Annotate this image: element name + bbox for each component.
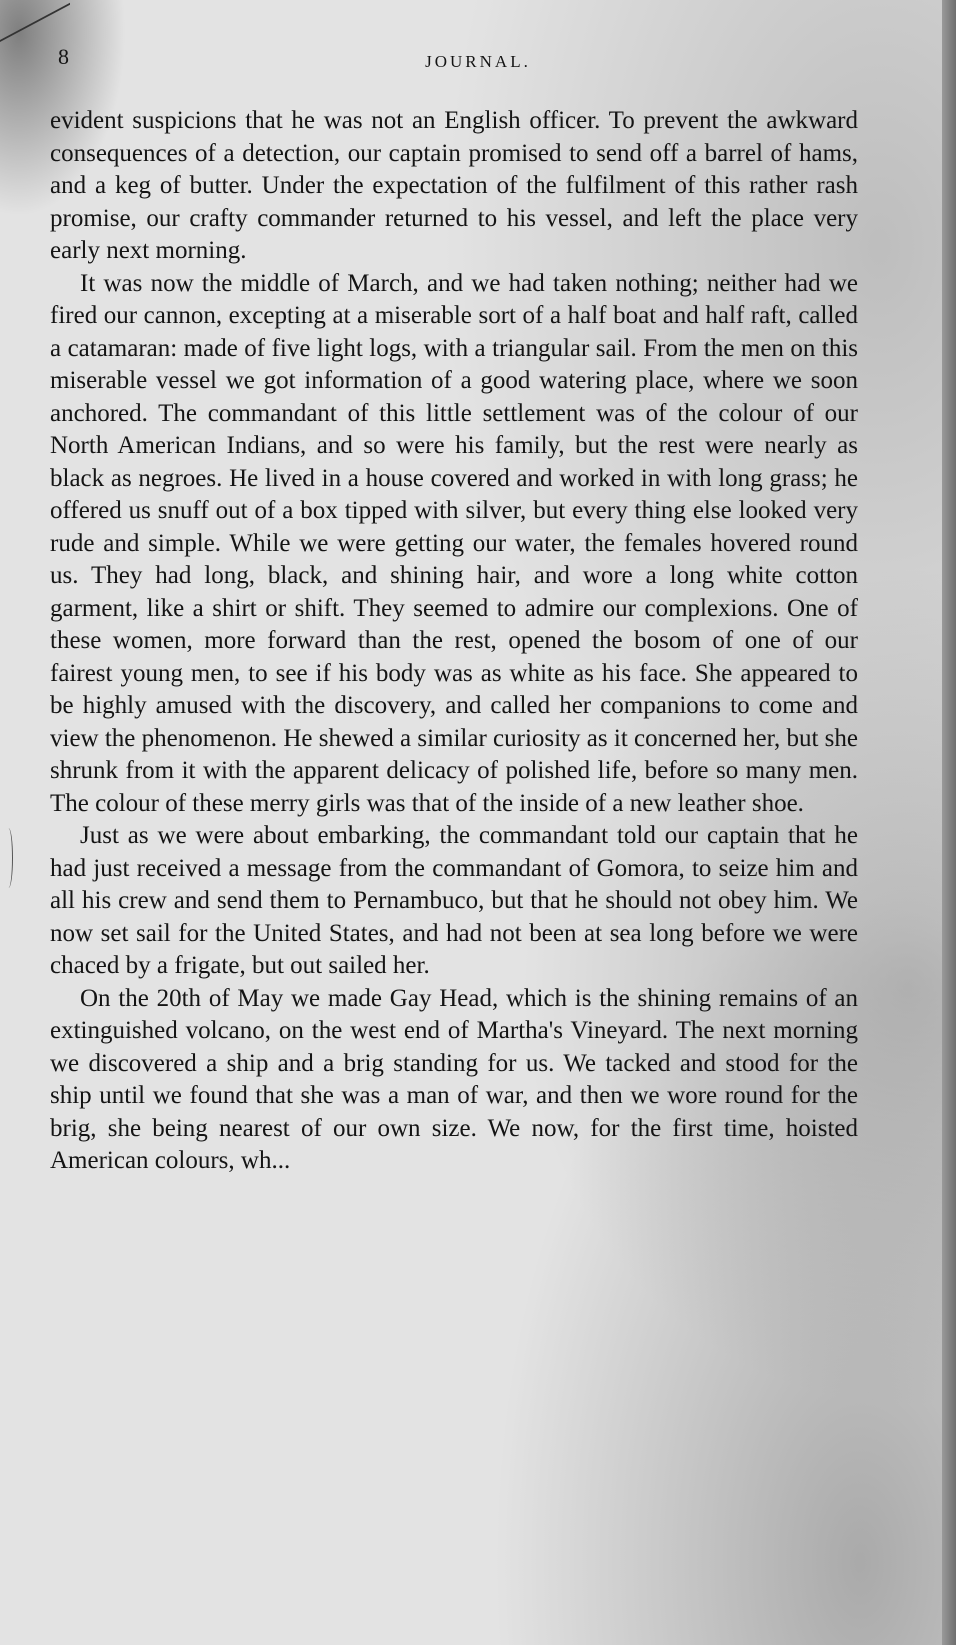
corner-fold-mark xyxy=(0,0,70,42)
page-number: 8 xyxy=(58,44,69,69)
paragraph: On the 20th of May we made Gay Head, which is the shining remains of an extinguished volcano, on the west end of Martha's Vineyard. The next morning we discovered a ship and a brig standing for us. We tacked and stood for the ship until we found that she was a man of war, and then we wore round for the brig, she being nearest of our own size. We now, for the first time, hoisted American colours, wh... xyxy=(50,984,858,1174)
paragraph: evident suspicions that he was not an English officer. To prevent the awkward consequences of a detection, our captain promised to send off a barrel of hams, and a keg of butter. Under the expectation of the fulfilment of this rather rash promise, our crafty commander returned to his vessel, and left the place very early next morning. xyxy=(50,107,858,264)
page-edge-shadow xyxy=(942,0,956,1645)
body-text xyxy=(50,105,858,1178)
margin-mark xyxy=(4,828,13,888)
paragraph: Just as we were about embarking, the commandant told our captain that he had just received a message from the commandant of Gomora, to seize him and all his crew and send them to Pernambuco, but that he should not obey him. We now set sail for the United States, and had not been at sea long before we were chaced by a frigate, but out sailed her. xyxy=(50,822,858,979)
running-head: JOURNAL. xyxy=(425,52,531,71)
paragraph: It was now the middle of March, and we had taken nothing; neither had we fired our cannon, excepting at a miserable sort of a half boat and half raft, called a catamaran: made of five light logs, with a triangular sail. From the men on this miserable vessel we got information of a good watering place, where we soon anchored. The commandant of this little settlement was of the colour of our North American Indians, and so were his family, but the rest were nearly as black as negroes. He lived in a house covered and worked in with long grass; he offered us snuff out of a box tipped with silver, but every thing else looked very rude and simple. While we were getting our water, the females hovered round us. They had long, black, and shining hair, and wore a long white cotton garment, like a shirt or shift. They seemed to admire our complexions. One of these women, more forward than the rest, opened the bosom of one of our fairest young men, to see if his body was as white as his face. She appeared to be highly amused with the discovery, and called her companions to come and view the phenomenon. He shewed a similar curiosity as it concerned her, but she shrunk from it with the apparent delicacy of polished life, before so many men. The colour of these merry girls was that of the inside of a new leather shoe. xyxy=(50,269,858,817)
